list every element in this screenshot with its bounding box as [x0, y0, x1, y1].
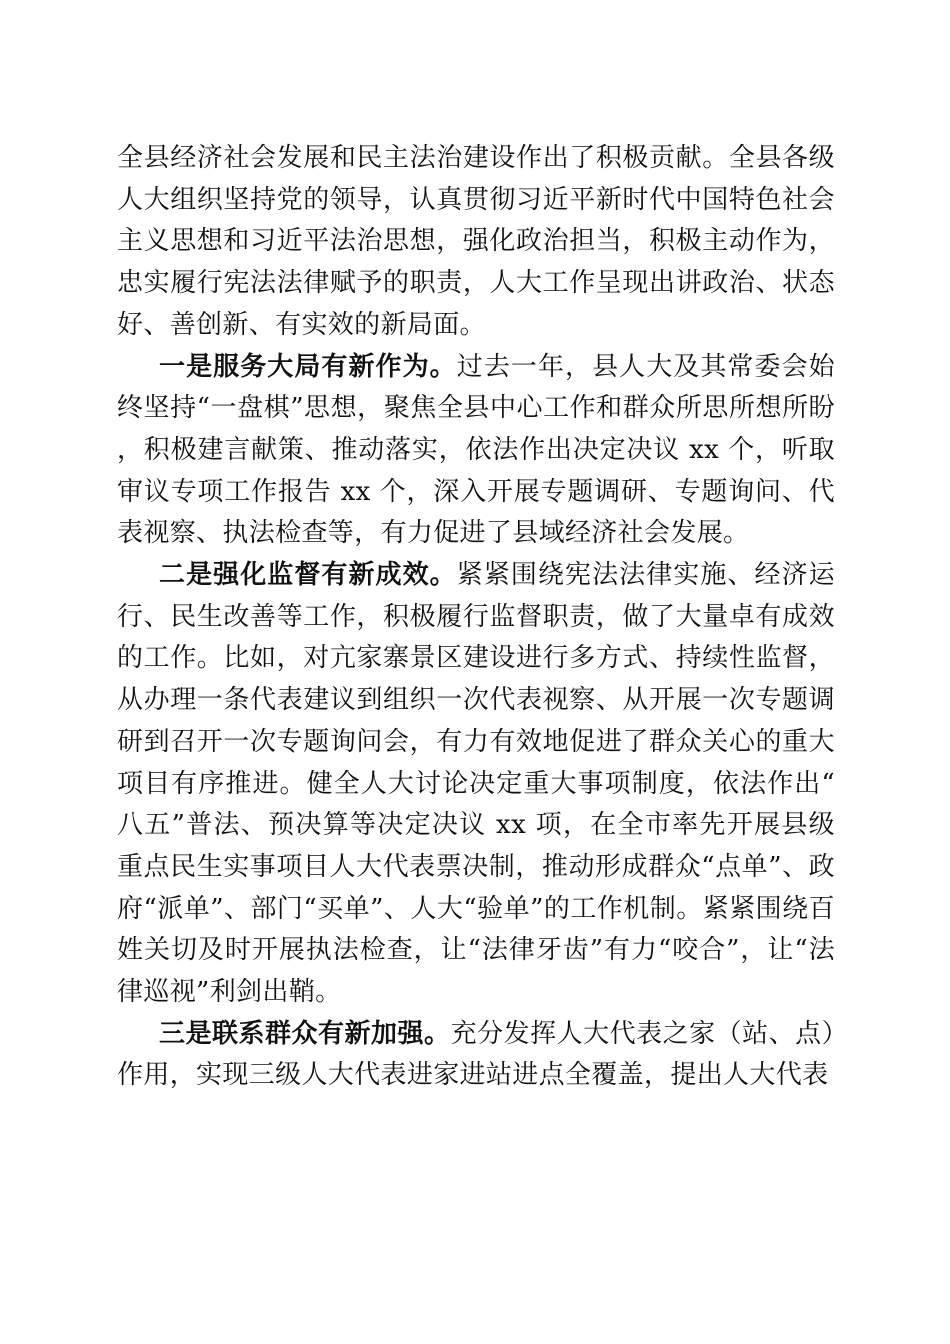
paragraph-contact-masses: [117, 1014, 835, 1097]
paragraph-continuation: [117, 138, 835, 347]
document-body: [117, 138, 835, 1097]
paragraph-text: 全县经济社会发展和民主法治建设作出了积极贡献。全县各级人大组织坚持党的领导，认真贯彻习近平新时代中国特色社会主义思想和习近平法治思想，强化政治担当，积极主动作为，忠实履行宪法法律赋予的职责，人大工作呈现出讲政治、状态好、善创新、有实效的新局面。: [117, 143, 835, 340]
paragraph-text: 过去一年，县人大及其常委会始终坚持“一盘棋”思想，聚焦全县中心工作和群众所思所想所盼，积极建言献策、推动落实，依法作出决定决议 xx 个，听取审议专项工作报告 xx 个，深入开展专题调研、专题询问、代表视察、执法检查等，有力促进了县域经济社会发展。: [117, 351, 835, 549]
paragraph-heading: 三是联系群众有新加强。: [159, 1018, 451, 1049]
paragraph-text: 充分发挥人大代表之家（站、点）作用，实现三级人大代表进家进站进点全覆盖，提出人大代表: [117, 1018, 835, 1091]
paragraph-service-overall: [117, 347, 835, 556]
paragraph-text: 紧紧围绕宪法法律实施、经济运行、民生改善等工作，积极履行监督职责，做了大量卓有成效的工作。比如，对亢家寨景区建设进行多方式、持续性监督，从办理一条代表建议到组织一次代表视察、从开展一次专题调研到召开一次专题询问会，有力有效地促进了群众关心的重大项目有序推进。健全人大讨论决定重大事项制度，依法作出“八五”普法、预决算等决定决议 xx 项，在全市率先开展县级重点民生实事项目人大代表票决制，推动形成群众“点单”、政府“派单”、部门“买单”、人大“验单”的工作机制。紧紧围绕百姓关切及时开展执法检查，让“法律牙齿”有力“咬合”，让“法律巡视”利剑出鞘。: [117, 560, 835, 1008]
paragraph-heading: 一是服务大局有新作为。: [159, 351, 457, 382]
paragraph-supervision: [117, 555, 835, 1014]
paragraph-heading: 二是强化监督有新成效。: [159, 560, 457, 591]
